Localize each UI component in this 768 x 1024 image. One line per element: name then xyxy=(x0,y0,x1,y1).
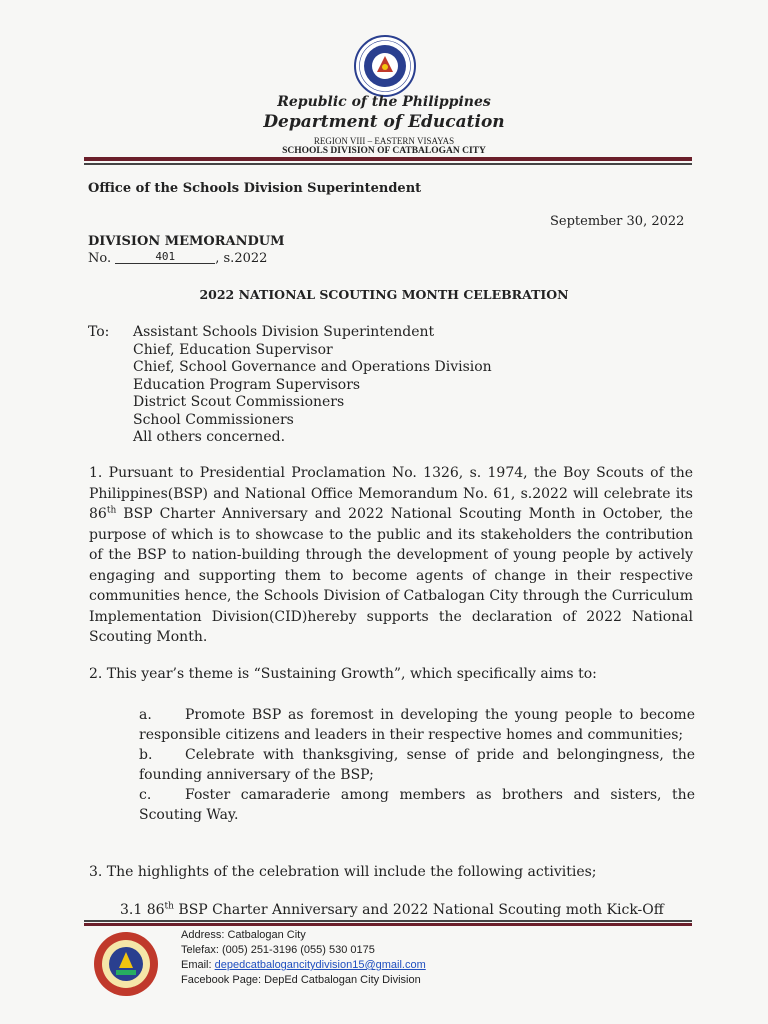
footer-rule-thin xyxy=(84,920,692,922)
division-seal-logo xyxy=(92,930,160,998)
paragraph-1-part-b: BSP Charter Anniversary and 2022 National Scouting Month in October, the purpose of which is to showcase to the public and its stakeholders the contribution of the BSP to nation-building through the development of young people by actively engaging and supporting them to become agents of change in their respective communities hence, the Schools Division of Catbalogan City through the Curriculum Implementation Division(CID)hereby supports the declaration of 2022 National Scouting Month. xyxy=(89,506,693,645)
subsection-3-1-part-a: 3.1 86 xyxy=(120,902,165,918)
list-item xyxy=(139,785,695,825)
recipient-item: District Scout Commissioners xyxy=(133,394,345,410)
list-item-text: Foster camaraderie among members as brothers and sisters, the Scouting Way. xyxy=(139,787,695,823)
memo-series: , s.2022 xyxy=(215,251,268,266)
ordinal-suffix: th xyxy=(164,901,174,912)
footer-contact xyxy=(181,928,426,988)
footer-telefax: Telefax: (005) 251-3196 (055) 530 0175 xyxy=(181,944,375,956)
header-rule-thin xyxy=(84,163,692,165)
memo-number: 401 xyxy=(115,250,215,264)
deped-seal-logo xyxy=(353,34,417,98)
memo-no-prefix: No. xyxy=(88,251,112,266)
department-heading: Department of Education xyxy=(263,112,505,132)
aims-list xyxy=(139,705,695,825)
subsection-3-1 xyxy=(120,902,664,918)
recipient-item: Chief, Education Supervisor xyxy=(133,341,333,358)
region-heading: REGION VIII – EASTERN VISAYAS xyxy=(313,136,455,146)
recipient-item: Chief, School Governance and Operations Division xyxy=(133,359,492,375)
recipient-item: All others concerned. xyxy=(133,429,286,445)
header-rule-thick xyxy=(84,157,692,161)
memo-date: September 30, 2022 xyxy=(550,214,685,229)
republic-heading: Republic of the Philippines xyxy=(277,94,491,110)
paragraph-2: 2. This year’s theme is “Sustaining Growth”, which specifically aims to: xyxy=(89,666,597,682)
list-item-text: Celebrate with thanksgiving, sense of pride and belongingness, the founding anniversary of the BSP; xyxy=(139,747,695,783)
list-marker: b. xyxy=(139,747,153,763)
ordinal-suffix: th xyxy=(106,505,117,516)
list-item xyxy=(139,745,695,785)
paragraph-1-part-a: 1. Pursuant to Presidential Proclamation No. 1326, s. 1974, the Boy Scouts of the Philippines(BSP) and National Office Memorandum No. 61, s.2022 will celebrate its 86 xyxy=(89,465,693,522)
footer-rule-thick xyxy=(84,923,692,926)
paragraph-1 xyxy=(89,463,693,648)
to-label: To: xyxy=(88,324,110,340)
footer-facebook: Facebook Page: DepEd Catbalogan City Division xyxy=(181,974,421,986)
recipient-list xyxy=(133,324,492,447)
office-name: Office of the Schools Division Superintendent xyxy=(88,181,422,196)
list-marker: a. xyxy=(139,707,152,723)
list-item-text: Promote BSP as foremost in developing the young people to become responsible citizens and leaders in their respective homes and communities; xyxy=(139,707,695,743)
email-link[interactable]: depedcatbalogancitydivision15@gmail.com xyxy=(214,959,426,971)
footer-email-label: Email: xyxy=(181,959,215,971)
memo-subject-title: 2022 NATIONAL SCOUTING MONTH CELEBRATION xyxy=(199,287,569,302)
memo-number-line xyxy=(88,251,267,266)
division-heading: SCHOOLS DIVISION OF CATBALOGAN CITY xyxy=(282,146,486,156)
recipient-item: School Commissioners xyxy=(133,411,294,428)
paragraph-3: 3. The highlights of the celebration will include the following activities; xyxy=(89,864,597,880)
subsection-3-1-part-b: BSP Charter Anniversary and 2022 National Scouting moth Kick-Off xyxy=(173,902,664,918)
recipient-item: Education Program Supervisors xyxy=(133,376,361,393)
footer-address: Address: Catbalogan City xyxy=(181,929,306,941)
list-marker: c. xyxy=(139,787,152,803)
list-item xyxy=(139,705,695,745)
memo-label: DIVISION MEMORANDUM xyxy=(88,234,285,249)
footer-email-line xyxy=(181,958,426,973)
recipient-item: Assistant Schools Division Superintendent xyxy=(133,324,435,340)
